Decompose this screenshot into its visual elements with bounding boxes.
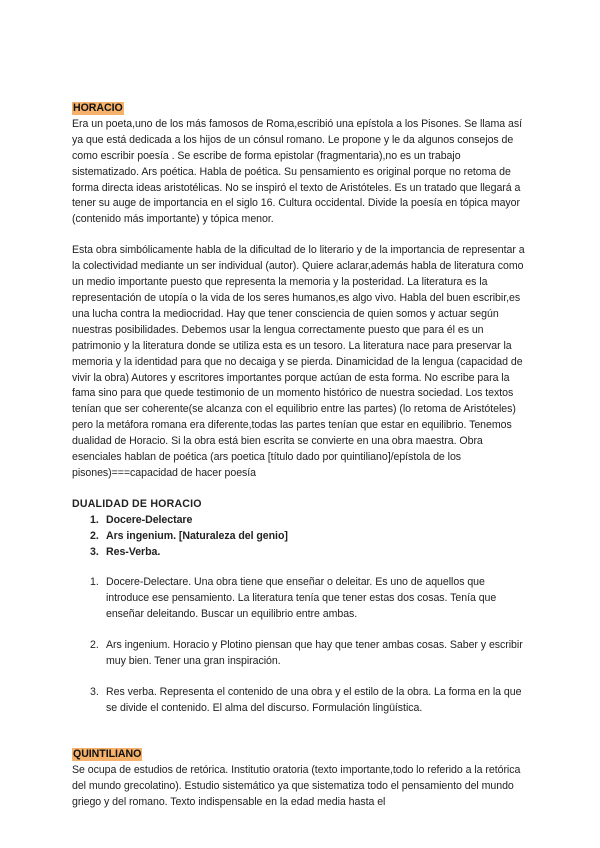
list-item: 2. Ars ingenium. [Naturaleza del genio] (90, 529, 288, 542)
section-horacio (72, 101, 528, 482)
quintiliano-paragraph-1: Se ocupa de estudios de retórica. Institutio oratoria (texto importante,todo lo referido a la retórica del mundo grecolatino). Estudio sistemático ya que sistematiza todo el pensamiento del mundo griego y del romano. Texto indispensable en la edad media hasta el (72, 763, 521, 808)
section-heading-horacio: HORACIO (73, 102, 123, 114)
list-item: 2. Ars ingenium. Horacio y Plotino piensan que hay que tener ambas cosas. Saber y escribir muy bien. Tener una gran inspiración. (90, 639, 523, 668)
list-item: 1. Docere-Delectare. Una obra tiene que enseñar o deleitar. Es uno de aquellos que introduce ese pensamiento. La literatura tenía que tener estas dos cosas. Tenía que enseñar deleitando. Buscar un equilibrio entre ambas. (90, 576, 497, 621)
section-dualidad (72, 497, 528, 717)
list-item: 3. Res verba. Representa el contenido de una obra y el estilo de la obra. La forma en la que se divide el contenido. El alma del discurso. Formulación lingüística. (90, 686, 522, 714)
horacio-paragraph-1: Era un poeta,uno de los más famosos de Roma,escribió una epístola a los Pisones. Se llama así ya que está dedicada a los hijos de un cónsul romano. Le propone y le da algunos consejos de como escribir poesía . Se escribe de forma epistolar (fragmentaria),no es un trabajo sistematizado. Ars poética. Habla de poética. Su pensamiento es original porque no retoma de forma directa ideas aristotélicas. No se inspiró el texto de Aristóteles. Es un tratado que llegará a tener su auge de importancia en el siglo 16. Cultura occidental. Divide la poesía en tópica mayor (contenido más importante) y tópica menor. (72, 117, 522, 226)
section-quintiliano (72, 747, 528, 811)
list-item: 3. Res-Verba. (90, 545, 161, 558)
horacio-paragraph-2: Esta obra simbólicamente habla de la dificultad de lo literario y de la importancia de representar a la colectividad mediante un ser individual (autor). Quiere aclarar,además habla de literatura como un medio importante puesto que representa la memoria y la posteridad. La literatura es la representación de utopía o la vida de los seres humanos,es algo vivo. Habla del buen escribir,es una lucha contra la mediocridad. Hay que tener consciencia de quien somos y actuar según nuestras posibilidades. Debemos usar la lengua correctamente puesto que para él es un patrimonio y la literatura donde se utiliza esta es un tesoro. La literatura nace para preservar la memoria y la identidad para que no decaiga y se pierda. Dinamicidad de la lengua (capacidad de vivir la obra) Autores y escritores importantes porque actúan de esta forma. No escribe para la fama sino para que quede testimonio de un momento histórico de nuestra sociedad. Los textos tenían que ser coherente(se alcanza con el equilibrio entre las partes) (lo retoma de Aristóteles) pero la metáfora romana era diferente,todas las partes tenían que estar en equilibrio. Tenemos dualidad de Horacio. Si la obra está bien escrita se convierte en una obra maestra. Obra esenciales hablan de poética (ars poetica [título dado por quintiliano]/epístola de los pisones)===capacidad de hacer poesía (72, 244, 525, 479)
list-item: 1. Docere-Delectare (90, 513, 193, 526)
section-heading-dualidad: DUALIDAD DE HORACIO (72, 497, 202, 510)
dualidad-detail-list (72, 575, 528, 716)
dualidad-summary-list (72, 513, 528, 561)
section-heading-quintiliano: QUINTILIANO (73, 747, 142, 760)
